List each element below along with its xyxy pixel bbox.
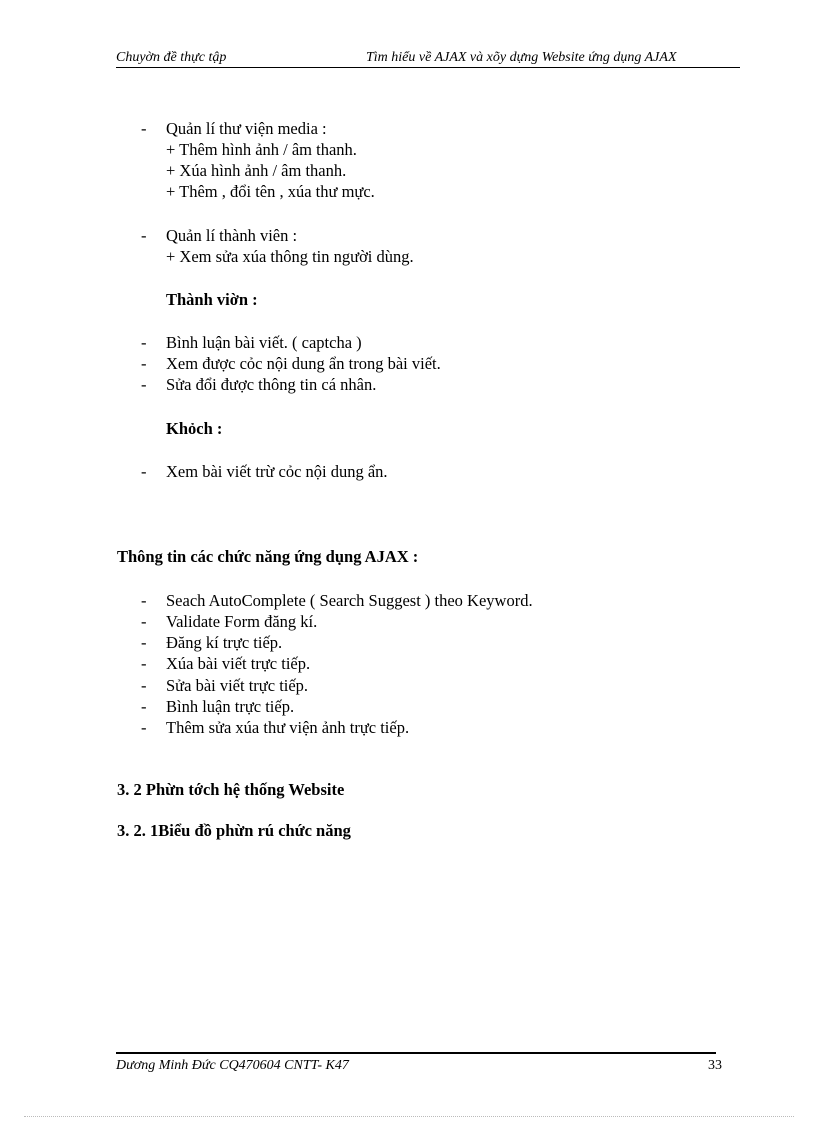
section-heading-3-2-1: 3. 2. 1Biểu đồ phừn rú chức năng bbox=[117, 821, 351, 840]
list-bullet: - bbox=[141, 676, 147, 695]
ajax-heading: Thông tin các chức năng ứng dụng AJAX : bbox=[117, 547, 419, 566]
page-edge-divider bbox=[24, 1116, 794, 1117]
list-item: Đăng kí trực tiếp. bbox=[166, 633, 283, 652]
header-rule bbox=[116, 67, 740, 68]
list-item: Thêm sửa xúa thư viện ảnh trực tiếp. bbox=[166, 718, 410, 737]
list-subitem: + Xúa hình ảnh / âm thanh. bbox=[166, 161, 347, 180]
list-bullet: - bbox=[141, 333, 147, 352]
list-item: Quản lí thành viên : bbox=[166, 226, 298, 245]
list-bullet: - bbox=[141, 226, 147, 245]
list-subitem: + Thêm , đổi tên , xúa thư mực. bbox=[166, 182, 375, 201]
list-item: Quản lí thư viện media : bbox=[166, 119, 327, 138]
list-bullet: - bbox=[141, 462, 147, 481]
section-heading-3-2: 3. 2 Phừn tớch hệ thống Website bbox=[117, 780, 345, 799]
header-right-text: Tìm hiểu về AJAX và xõy dựng Website ứng dụng AJAX bbox=[366, 50, 677, 65]
list-bullet: - bbox=[141, 633, 147, 652]
list-bullet: - bbox=[141, 119, 147, 138]
list-item: Bình luận trực tiếp. bbox=[166, 697, 295, 716]
list-item: Xúa bài viết trực tiếp. bbox=[166, 654, 311, 673]
guest-heading: Khỏch : bbox=[166, 419, 223, 438]
list-bullet: - bbox=[141, 354, 147, 373]
list-bullet: - bbox=[141, 654, 147, 673]
list-subitem: + Xem sửa xúa thông tin người dùng. bbox=[166, 247, 414, 266]
list-bullet: - bbox=[141, 375, 147, 394]
list-item: Seach AutoComplete ( Search Suggest ) theo Keyword. bbox=[166, 591, 533, 610]
list-item: Xem được cỏc nội dung ẩn trong bài viết. bbox=[166, 354, 441, 373]
list-bullet: - bbox=[141, 697, 147, 716]
list-item: Bình luận bài viết. ( captcha ) bbox=[166, 333, 362, 352]
list-bullet: - bbox=[141, 612, 147, 631]
list-bullet: - bbox=[141, 718, 147, 737]
list-item: Sửa bài viết trực tiếp. bbox=[166, 676, 309, 695]
page-number: 33 bbox=[708, 1058, 722, 1073]
member-heading: Thành viờn : bbox=[166, 290, 258, 309]
footer-author: Dương Minh Đức CQ470604 CNTT- K47 bbox=[116, 1058, 349, 1073]
header-left-text: Chuyờn đề thực tập bbox=[116, 50, 227, 65]
footer-rule bbox=[116, 1052, 716, 1054]
list-item: Validate Form đăng kí. bbox=[166, 612, 318, 631]
list-item: Xem bài viết trừ cỏc nội dung ẩn. bbox=[166, 462, 388, 481]
list-bullet: - bbox=[141, 591, 147, 610]
list-subitem: + Thêm hình ảnh / âm thanh. bbox=[166, 140, 357, 159]
list-item: Sửa đổi được thông tin cá nhân. bbox=[166, 375, 377, 394]
